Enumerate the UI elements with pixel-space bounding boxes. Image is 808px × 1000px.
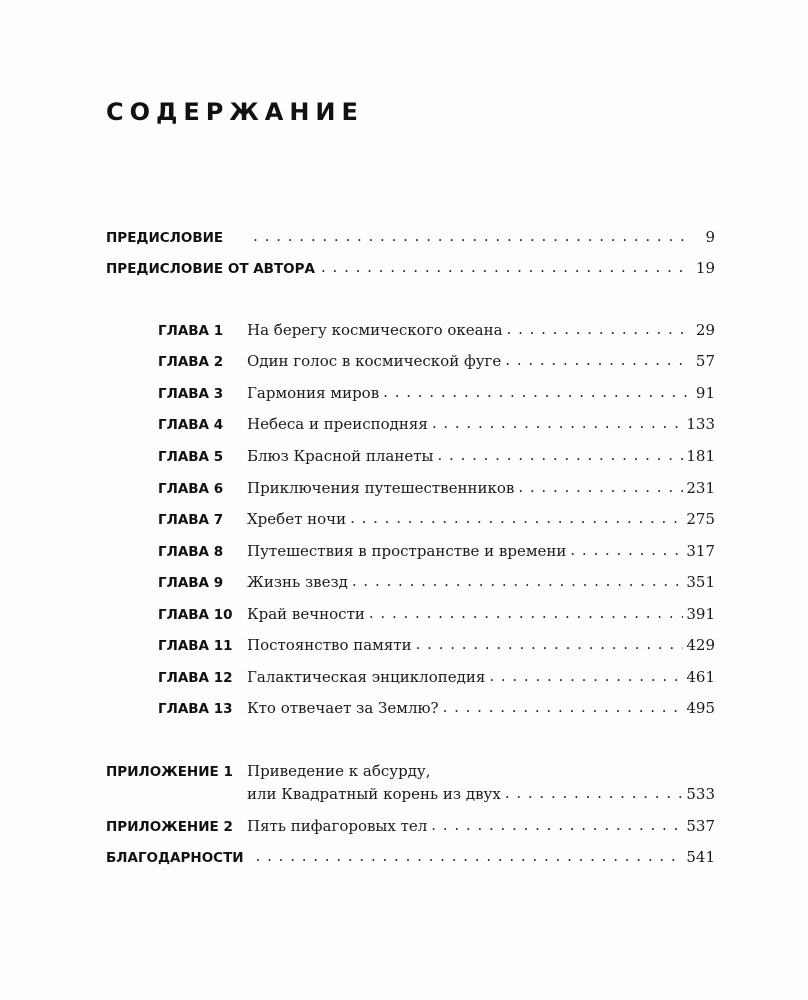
toc-entry-chapter-4[interactable]: [158, 414, 715, 438]
leader-dots: [443, 698, 684, 713]
toc-entry-chapter-10[interactable]: [158, 604, 715, 628]
toc-label: ГЛАВА 10: [158, 607, 233, 623]
leader-dots: [432, 414, 684, 429]
toc-title: Край вечности: [247, 605, 365, 623]
toc-label: ПРЕДИСЛОВИЕ: [106, 230, 224, 246]
toc-label: ГЛАВА 1: [158, 323, 224, 339]
toc-page-number: 533: [686, 785, 715, 803]
leader-dots: [256, 847, 684, 862]
toc-title: Галактическая энциклопедия: [247, 668, 486, 686]
toc-page-number: 9: [705, 228, 715, 246]
page-title: СОДЕРЖАНИЕ: [106, 98, 364, 126]
toc-title: Жизнь звезд: [247, 573, 348, 591]
leader-dots: [570, 541, 683, 556]
toc-label: ГЛАВА 7: [158, 512, 224, 528]
toc-entry-chapter-3[interactable]: [158, 383, 715, 407]
toc-label: ПРЕДИСЛОВИЕ ОТ АВТОРА: [106, 261, 315, 277]
toc-page-number: 317: [686, 542, 715, 560]
toc-title: Кто отвечает за Землю?: [247, 699, 439, 717]
toc-entry-chapter-11[interactable]: [158, 635, 715, 659]
toc-page-number: 57: [695, 352, 715, 370]
toc-label: ГЛАВА 13: [158, 701, 233, 717]
leader-dots: [369, 604, 683, 619]
toc-label: ПРИЛОЖЕНИЕ 1: [106, 764, 233, 780]
toc-page-number: 29: [695, 321, 715, 339]
toc-entry-preface[interactable]: [106, 227, 715, 251]
leader-dots: [518, 478, 683, 493]
toc-entry-chapter-13[interactable]: [158, 698, 715, 722]
toc-title: Небеса и преисподняя: [247, 415, 428, 433]
toc-page-number: 19: [695, 259, 715, 277]
toc-title: Приключения путешественников: [247, 479, 515, 497]
leader-dots: [507, 320, 690, 335]
toc-page-number: 231: [686, 479, 715, 497]
toc-entry-chapter-1[interactable]: [158, 320, 715, 344]
leader-dots: [350, 509, 683, 524]
toc-entry-chapter-2[interactable]: [158, 351, 715, 375]
toc-title: Постоянство памяти: [247, 636, 412, 654]
toc-entry-author-preface[interactable]: [106, 258, 715, 282]
toc-label: БЛАГОДАРНОСТИ: [106, 850, 244, 866]
toc-page-number: 275: [686, 510, 715, 528]
toc-label: ГЛАВА 2: [158, 354, 224, 370]
toc-label: ГЛАВА 11: [158, 638, 233, 654]
toc-page-number: 351: [686, 573, 715, 591]
leader-dots: [253, 227, 690, 242]
toc-page-number: 181: [686, 447, 715, 465]
toc-entry-appendix-1-second-line[interactable]: [247, 784, 715, 808]
toc-page-number: 461: [686, 668, 715, 686]
toc-label: ПРИЛОЖЕНИЕ 2: [106, 819, 233, 835]
toc-title: Гармония миров: [247, 384, 380, 402]
toc-entry-chapter-9[interactable]: [158, 572, 715, 596]
toc-page-number: 391: [686, 605, 715, 623]
leader-dots: [431, 816, 683, 831]
leader-dots: [505, 784, 684, 799]
leader-dots: [383, 383, 690, 398]
toc-page-number: 541: [686, 848, 715, 866]
leader-dots: [352, 572, 683, 587]
toc-entry-acknowledgements[interactable]: [106, 847, 715, 871]
toc-title: Приведение к абсурду,: [247, 762, 431, 780]
toc-label: ГЛАВА 3: [158, 386, 224, 402]
toc-label: ГЛАВА 5: [158, 449, 224, 465]
toc-label: ГЛАВА 8: [158, 544, 224, 560]
toc-entry-chapter-5[interactable]: [158, 446, 715, 470]
toc-entry-appendix-1-first-line[interactable]: [106, 762, 715, 786]
leader-dots: [489, 667, 683, 682]
leader-dots: [438, 446, 684, 461]
toc-page-number: 495: [686, 699, 715, 717]
toc-title: Хребет ночи: [247, 510, 347, 528]
toc-title: Пять пифагоровых тел: [247, 817, 428, 835]
toc-title: или Квадратный корень из двух: [247, 785, 501, 803]
toc-title: Путешествия в пространстве и времени: [247, 542, 567, 560]
toc-entry-appendix-2[interactable]: [106, 816, 715, 840]
toc-page-number: 91: [695, 384, 715, 402]
toc-entry-chapter-8[interactable]: [158, 541, 715, 565]
leader-dots: [321, 258, 690, 273]
toc-title: Один голос в космической фуге: [247, 352, 502, 370]
leader-dots: [505, 351, 690, 366]
toc-entry-chapter-12[interactable]: [158, 667, 715, 691]
toc-label: ГЛАВА 12: [158, 670, 233, 686]
toc-label: ГЛАВА 9: [158, 575, 224, 591]
toc-title: На берегу космического океана: [247, 321, 503, 339]
leader-dots: [416, 635, 684, 650]
toc-entry-chapter-6[interactable]: [158, 478, 715, 502]
toc-label: ГЛАВА 6: [158, 481, 224, 497]
toc-page-number: 133: [686, 415, 715, 433]
toc-page-number: 429: [686, 636, 715, 654]
toc-entry-chapter-7[interactable]: [158, 509, 715, 533]
toc-page-number: 537: [686, 817, 715, 835]
toc-title: Блюз Красной планеты: [247, 447, 434, 465]
toc-label: ГЛАВА 4: [158, 417, 224, 433]
